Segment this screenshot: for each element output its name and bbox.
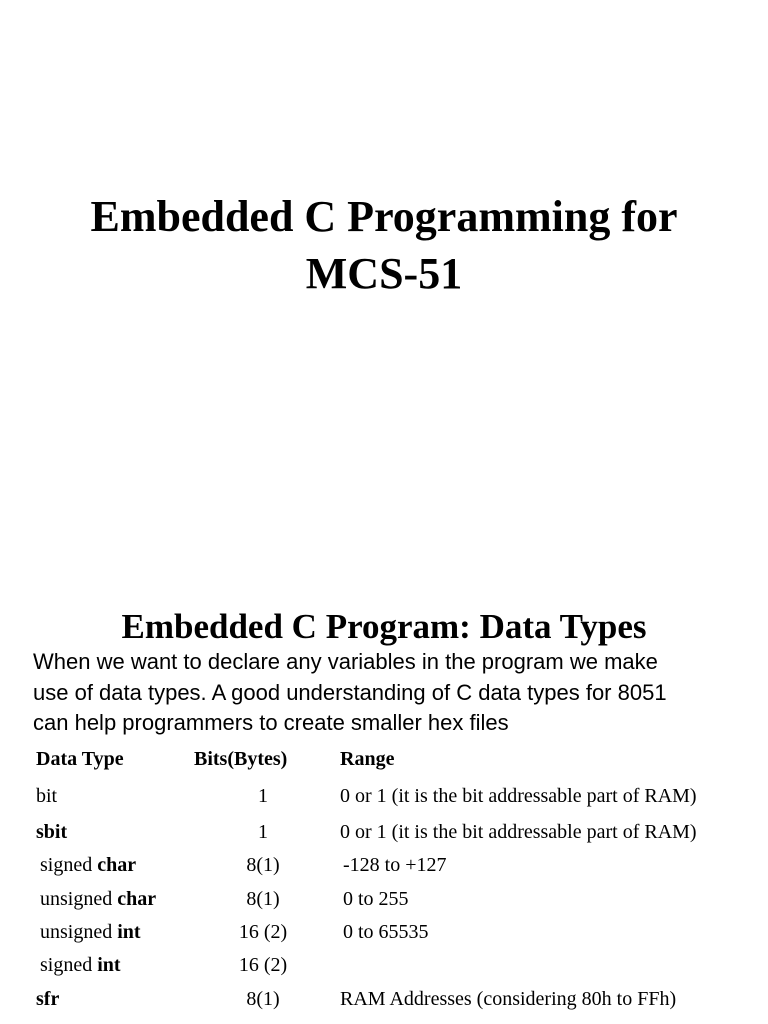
type-keyword: char <box>97 854 137 876</box>
bits-cell: 8(1) <box>246 988 280 1010</box>
slide-2-title: Embedded C Program: Data Types <box>121 607 647 646</box>
type-cell <box>36 987 59 1011</box>
type-keyword: int <box>117 921 141 943</box>
intro-line-3: can help programmers to create smaller hex files <box>33 710 509 735</box>
type-plain: bit <box>36 785 58 807</box>
type-cell <box>36 820 67 844</box>
type-cell <box>40 953 121 977</box>
header-range: Range <box>340 748 395 770</box>
bits-cell: 16 (2) <box>238 954 288 976</box>
range-cell: 0 or 1 (it is the bit addressable part of RAM) <box>340 821 697 843</box>
type-keyword: sbit <box>36 821 68 843</box>
type-cell <box>40 920 141 944</box>
type-prefix: signed <box>40 854 98 876</box>
header-bits-bytes: Bits(Bytes) <box>194 748 288 770</box>
bits-cell: 8(1) <box>246 854 280 876</box>
table-row <box>0 920 768 950</box>
bits-cell: 16 (2) <box>238 921 288 943</box>
slide-1-title-line-1: Embedded C Programming for <box>90 192 678 241</box>
table-row <box>0 820 768 850</box>
type-cell <box>40 853 136 877</box>
table-header-row <box>0 747 768 777</box>
bits-cell: 8(1) <box>246 888 280 910</box>
table-row <box>0 953 768 983</box>
type-keyword: int <box>97 954 121 976</box>
type-cell <box>40 887 156 911</box>
slide-1-title <box>0 188 768 302</box>
intro-line-2: use of data types. A good understanding of C data types for 8051 <box>33 679 667 705</box>
range-cell: 0 to 255 <box>343 888 409 910</box>
range-cell: 0 to 65535 <box>343 921 429 943</box>
range-cell: -128 to +127 <box>343 854 447 876</box>
slide-1-title-line-2: MCS-51 <box>305 249 463 298</box>
header-data-type: Data Type <box>36 748 124 770</box>
intro-paragraph <box>33 647 733 739</box>
type-cell <box>36 784 57 808</box>
table-row <box>0 784 768 814</box>
type-prefix: unsigned <box>40 921 118 943</box>
bits-cell: 1 <box>258 821 268 843</box>
range-cell: RAM Addresses (considering 80h to FFh) <box>340 988 677 1010</box>
table-row <box>0 887 768 917</box>
table-row <box>0 853 768 883</box>
type-prefix: unsigned <box>40 888 118 910</box>
intro-line-1: When we want to declare any variables in the program we make <box>33 649 658 674</box>
type-keyword: char <box>117 888 157 910</box>
bits-cell: 1 <box>258 785 268 807</box>
type-keyword: sfr <box>36 988 60 1010</box>
range-cell: 0 or 1 (it is the bit addressable part of RAM) <box>340 785 697 807</box>
type-prefix: signed <box>40 954 98 976</box>
table-row <box>0 987 768 1017</box>
